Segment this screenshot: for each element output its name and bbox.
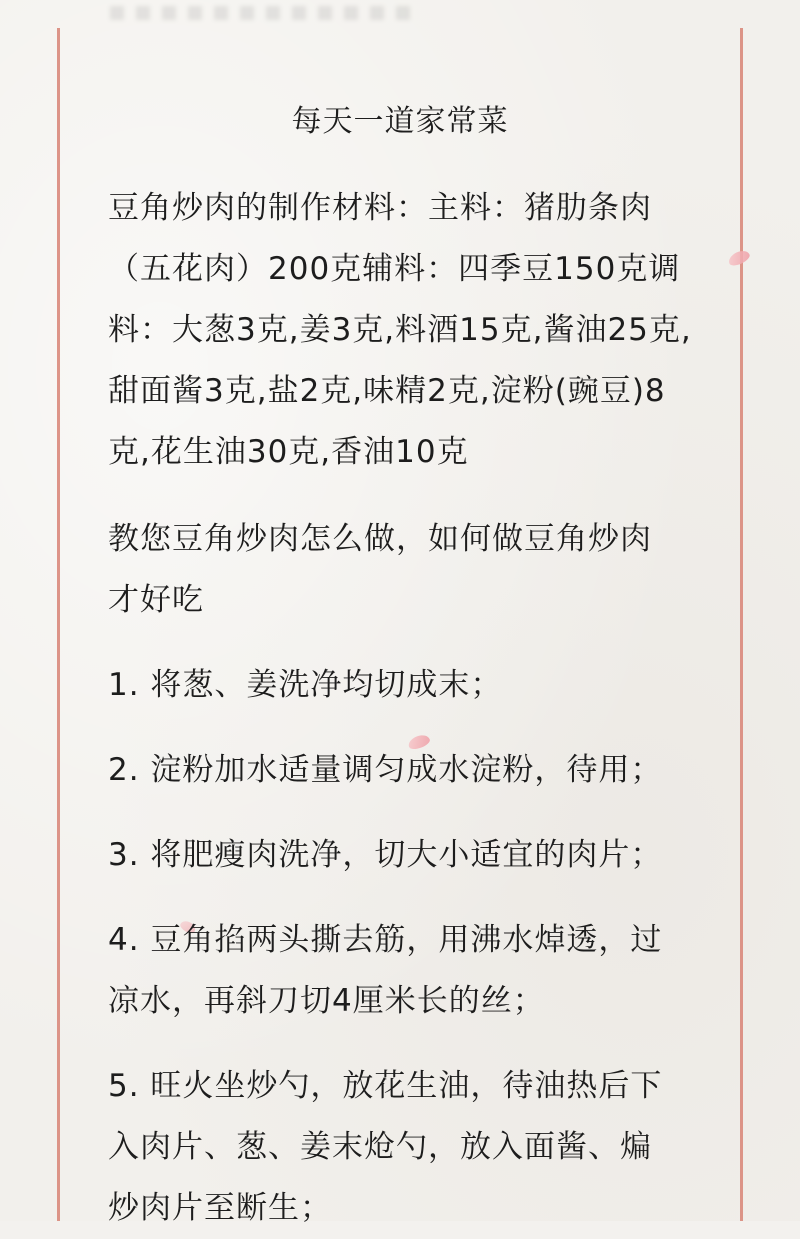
text-line: （五花肉）200克辅料：四季豆150克调 [108, 251, 681, 287]
text-line: 入肉片、葱、姜末炝勺，放入面酱、煸 [108, 1129, 652, 1165]
text-line: 炒肉片至断生； [108, 1190, 332, 1226]
text-line: 3. 将肥瘦肉洗净，切大小适宜的肉片； [108, 837, 663, 873]
text-line: 1. 将葱、姜洗净均切成末； [108, 667, 503, 703]
step-3 [108, 825, 708, 886]
materials-paragraph [108, 178, 708, 483]
step-4 [108, 910, 708, 1032]
left-margin-line [57, 28, 60, 1221]
text-line: 克,花生油30克,香油10克 [108, 434, 469, 470]
page-title: 每天一道家常菜 [291, 104, 509, 139]
text-line: 凉水，再斜刀切4厘米长的丝； [108, 983, 545, 1019]
step-2 [108, 740, 708, 801]
text-line: 甜面酱3克,盐2克,味精2克,淀粉(豌豆)8 [108, 373, 666, 409]
text-line: 4. 豆角掐两头撕去筋，用沸水焯透，过 [108, 922, 663, 958]
recipe-content [108, 178, 708, 1239]
text-line: 豆角炒肉的制作材料：主料：猪肋条肉 [108, 190, 652, 226]
text-line: 才好吃 [108, 582, 204, 618]
text-line: 料：大葱3克,姜3克,料酒15克,酱油25克, [108, 312, 692, 348]
faded-header-text [110, 6, 410, 20]
intro-paragraph [108, 509, 708, 631]
step-5 [108, 1056, 708, 1239]
text-line: 教您豆角炒肉怎么做，如何做豆角炒肉 [108, 521, 652, 557]
right-margin-line [740, 28, 743, 1221]
text-line: 5. 旺火坐炒勺，放花生油，待油热后下 [108, 1068, 663, 1104]
text-line: 2. 淀粉加水适量调匀成水淀粉，待用； [108, 752, 663, 788]
step-1 [108, 655, 708, 716]
